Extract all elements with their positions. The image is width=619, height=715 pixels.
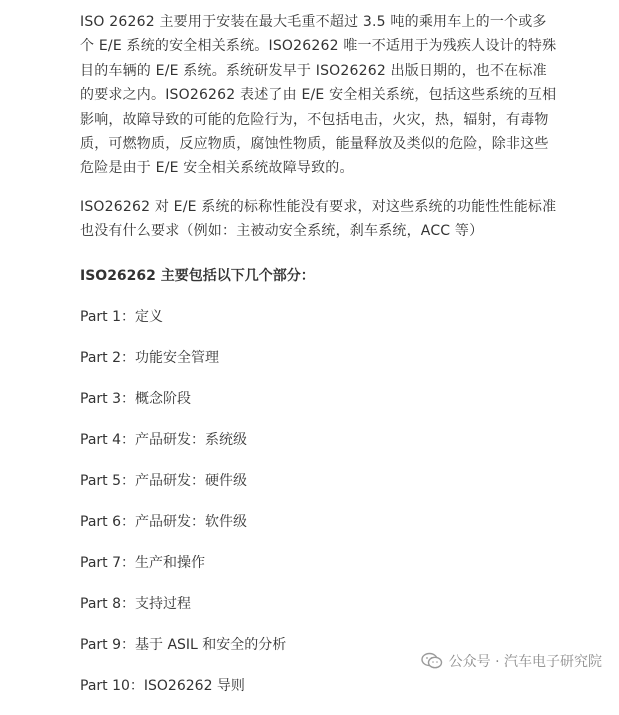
watermark-text: 公众号 · 汽车电子研究院 bbox=[448, 654, 602, 670]
parts-heading: ISO26262 主要包括以下几个部分： bbox=[80, 267, 315, 284]
list-item: Part 7：生产和操作 bbox=[80, 554, 205, 571]
article bbox=[80, 10, 558, 715]
list-item: Part 5：产品研发：硬件级 bbox=[80, 472, 247, 489]
list-item: Part 4：产品研发：系统级 bbox=[80, 431, 247, 448]
wechat-official-account-icon bbox=[421, 652, 443, 670]
watermark bbox=[421, 651, 602, 671]
list-item: Part 3：概念阶段 bbox=[80, 390, 191, 407]
list-item: Part 9：基于 ASIL 和安全的分析 bbox=[80, 636, 287, 653]
list-item: Part 1：定义 bbox=[80, 308, 163, 325]
list-item: Part 2：功能安全管理 bbox=[80, 349, 219, 366]
list-item: Part 10：ISO26262 导则 bbox=[80, 677, 245, 694]
parts-list bbox=[80, 305, 558, 698]
performance-paragraph: ISO26262 对 E/E 系统的标称性能没有要求，对这些系统的功能性性能标准也没有什么要求（例如：主被动安全系统，刹车系统，ACC 等） bbox=[80, 198, 557, 240]
list-item: Part 6：产品研发：软件级 bbox=[80, 513, 247, 530]
intro-paragraph: ISO 26262 主要用于安装在最大毛重不超过 3.5 吨的乘用车上的一个或多个 E/E 系统的安全相关系统。ISO26262 唯一不适用于为残疾人设计的特殊目的车辆的 E/E 系统。系统研发早于 ISO26262 出版日期的，也不在标准的要求之内。ISO26262 表述了由 E/E 安全相关系统，包括这些系统的互相影响，故障导致的可能的危险行为，不包括电击，火灾，热，辐射，有毒物质，可燃物质，反应物质，腐蚀性物质，能量释放及类似的危险，除非这些危险是由于 E/E 安全相关系统故障导致的。 bbox=[80, 14, 557, 177]
list-item: Part 8：支持过程 bbox=[80, 595, 191, 612]
